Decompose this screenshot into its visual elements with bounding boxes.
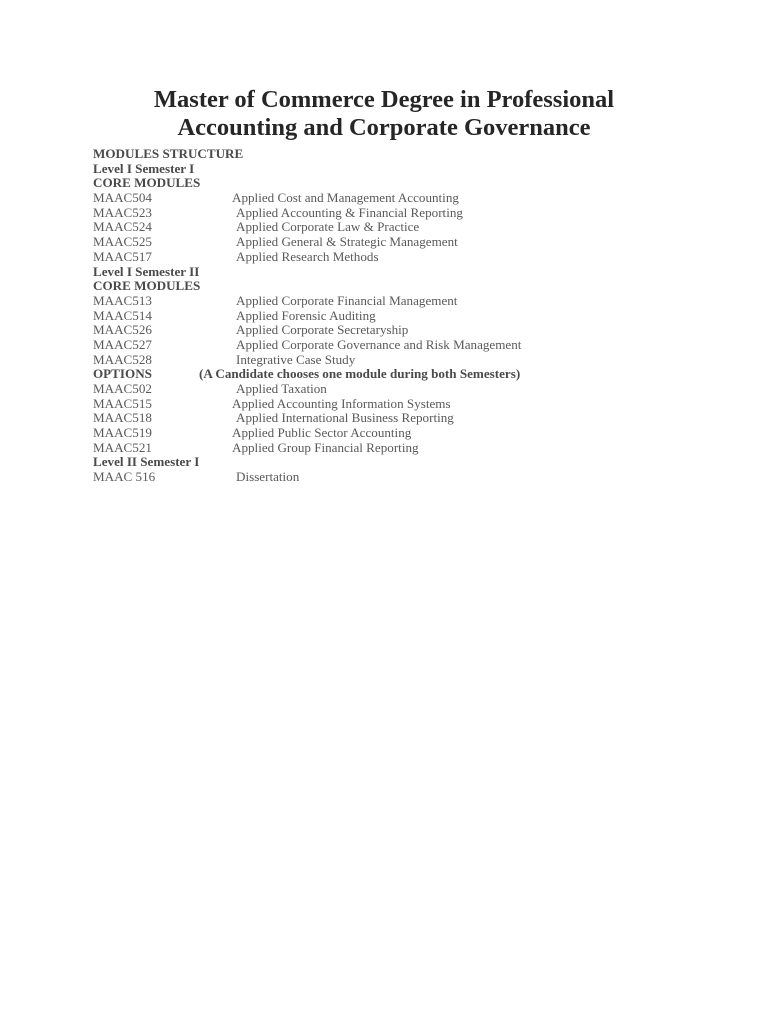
- module-code: MAAC523: [93, 204, 152, 220]
- module-row: [93, 426, 733, 441]
- module-name: Applied Cost and Management Accounting: [232, 190, 459, 206]
- module-row: [93, 220, 733, 235]
- module-code: MAAC 516: [93, 469, 156, 485]
- level-heading: Level I Semester I: [93, 160, 195, 176]
- module-code: MAAC527: [93, 336, 152, 352]
- module-code: MAAC502: [93, 381, 152, 396]
- options-note: (A Candidate chooses one module during both Semesters): [199, 366, 521, 382]
- module-code: MAAC513: [93, 292, 152, 308]
- module-name: Applied Corporate Governance and Risk Management: [236, 336, 522, 352]
- module-code: MAAC515: [93, 395, 152, 411]
- module-name: Applied Corporate Law & Practice: [236, 219, 420, 235]
- module-code: MAAC517: [93, 248, 152, 264]
- module-code: MAAC526: [93, 322, 152, 338]
- module-row: [93, 338, 733, 353]
- module-row: [93, 191, 733, 206]
- module-code: MAAC528: [93, 351, 152, 367]
- title-line-1: Master of Commerce Degree in Professional: [153, 86, 615, 113]
- options-label: OPTIONS: [93, 366, 152, 382]
- core-modules-heading: CORE MODULES: [93, 175, 201, 191]
- module-code: MAAC504: [93, 190, 152, 206]
- section-heading: MODULES STRUCTURE: [93, 146, 244, 161]
- module-row: [93, 250, 733, 265]
- modules-structure: [93, 147, 733, 485]
- options-heading: [93, 367, 733, 382]
- module-row: [93, 382, 733, 397]
- module-row: [93, 323, 733, 338]
- module-row: [93, 411, 733, 426]
- module-name: Applied Group Financial Reporting: [232, 439, 419, 455]
- module-row: [93, 470, 733, 485]
- module-row: [93, 294, 733, 309]
- document-title: [0, 86, 768, 142]
- module-name: Applied General & Strategic Management: [236, 234, 458, 250]
- module-name: Applied Accounting & Financial Reporting: [236, 204, 463, 220]
- module-row: [93, 235, 733, 250]
- module-row: [93, 309, 733, 324]
- module-name: Applied International Business Reporting: [236, 410, 454, 426]
- module-row: [93, 206, 733, 221]
- module-name: Applied Taxation: [236, 381, 327, 396]
- module-code: MAAC514: [93, 307, 152, 323]
- module-code: MAAC525: [93, 234, 152, 250]
- module-name: Applied Public Sector Accounting: [232, 425, 412, 441]
- core-modules-heading: CORE MODULES: [93, 278, 201, 294]
- title-line-2: Accounting and Corporate Governance: [177, 114, 591, 141]
- module-name: Applied Corporate Secretaryship: [236, 322, 409, 338]
- module-name: Applied Research Methods: [236, 248, 379, 264]
- module-name: Dissertation: [236, 469, 300, 485]
- module-row: [93, 353, 733, 368]
- level-heading: Level II Semester I: [93, 454, 200, 470]
- module-name: Applied Corporate Financial Management: [236, 292, 458, 308]
- module-code: MAAC519: [93, 425, 152, 441]
- module-row: [93, 441, 733, 456]
- module-name: Applied Accounting Information Systems: [232, 395, 451, 411]
- level-heading: Level I Semester II: [93, 263, 200, 279]
- module-name: Applied Forensic Auditing: [236, 307, 376, 323]
- module-code: MAAC518: [93, 410, 152, 426]
- module-row: [93, 397, 733, 412]
- module-code: MAAC524: [93, 219, 152, 235]
- module-code: MAAC521: [93, 439, 152, 455]
- module-name: Integrative Case Study: [236, 351, 356, 367]
